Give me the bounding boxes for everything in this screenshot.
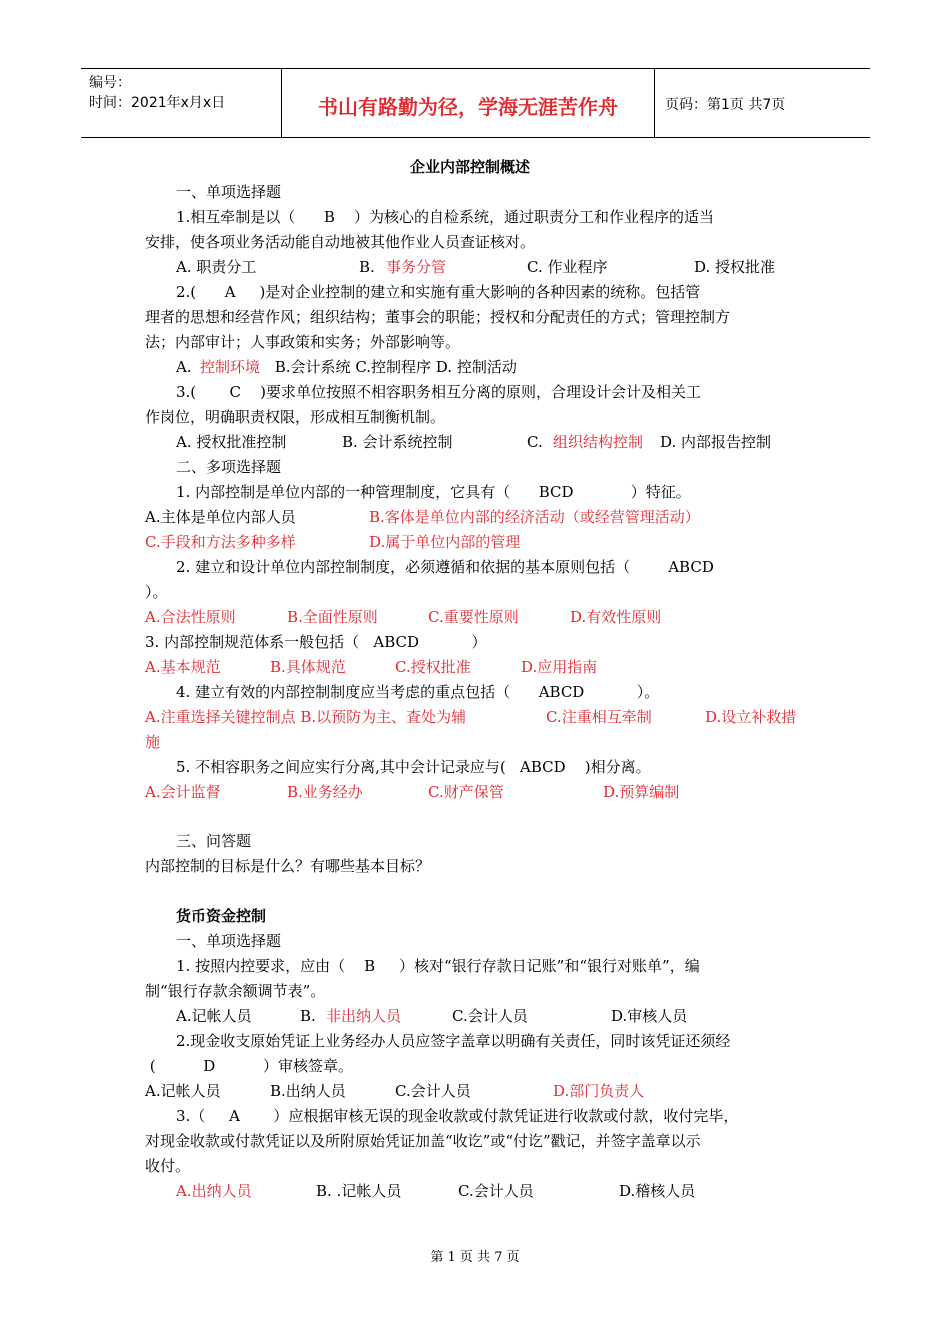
header-page-info: 页码：第1页 共7页	[665, 97, 786, 113]
section-heading: 企业内部控制概述	[410, 158, 531, 176]
text-line: C.	[527, 433, 548, 451]
text-line: B.全面性原则	[287, 608, 378, 626]
text-line: A.出纳人员	[176, 1182, 252, 1200]
text-line: 控制环境	[200, 358, 261, 376]
page-header	[81, 68, 870, 138]
text-line: ）。	[145, 583, 168, 601]
text-line: 2.( A )是对企业控制的建立和实施有重大影响的各种因素的统称。包括管	[176, 283, 701, 301]
text-line: ( D ）审核签章。	[145, 1057, 354, 1075]
text-line: 作岗位，明确职责权限，形成相互制衡机制。	[145, 408, 446, 426]
text-line: D.稽核人员	[619, 1182, 696, 1200]
text-line: C.会计人员	[395, 1082, 471, 1100]
text-line: 组织结构控制	[553, 433, 644, 451]
text-line: 1.相互牵制是以（ B ）为核心的自检系统，通过职责分工和作业程序的适当	[176, 208, 715, 226]
text-line: C.重要性原则	[428, 608, 519, 626]
text-line: D.有效性原则	[570, 608, 662, 626]
text-line: B.	[359, 258, 380, 276]
text-line: 二、多项选择题	[176, 458, 282, 476]
text-line: 施	[145, 733, 161, 751]
text-line: B.	[300, 1007, 321, 1025]
text-line: D.应用指南	[521, 658, 598, 676]
text-line: 安排，使各项业务活动能自动地被其他作业人员查证核对。	[145, 233, 536, 251]
header-page-cell	[655, 69, 870, 137]
text-line: 制“银行存款余额调节表”。	[145, 982, 326, 1000]
header-meta-cell	[81, 69, 282, 137]
text-line: A. 授权批准控制	[176, 433, 287, 451]
text-line: 1. 内部控制是单位内部的一种管理制度，它具有（ BCD ）特征。	[176, 483, 691, 501]
text-line: 5. 不相容职务之间应实行分离,其中会计记录应与( ABCD )相分离。	[176, 758, 651, 776]
text-line: 法；内部审计；人事政策和实务；外部影响等。	[145, 333, 461, 351]
text-line: A.注重选择关键控制点 B.以预防为主、査处为辅	[145, 708, 467, 726]
text-line: 3.( C )要求单位按照不相容职务相互分离的原则，合理设计会计及相关工	[176, 383, 701, 401]
header-motto-cell	[282, 69, 655, 137]
text-line: 三、问答题	[176, 832, 252, 850]
text-line: 非出纳人员	[326, 1007, 402, 1025]
text-line: B. 会计系统控制	[342, 433, 453, 451]
text-line: 一、单项选择题	[176, 932, 282, 950]
document-number-label: 编号：	[89, 75, 131, 91]
text-line: B. .记帐人员	[316, 1182, 402, 1200]
text-line: C.注重相互牵制	[546, 708, 652, 726]
text-line: 理者的思想和经营作风；组织结构；董事会的职能；授权和分配责任的方式；管理控制方	[145, 308, 731, 326]
text-line: A.会计监督	[145, 783, 221, 801]
text-line: B.业务经办	[287, 783, 363, 801]
text-line: 2. 建立和设计单位内部控制制度，必须遵循和依据的基本原则包括（ ABCD	[176, 558, 714, 576]
text-line: B.客体是单位内部的经济活动（或经营管理活动）	[369, 508, 700, 526]
text-line: 3. 内部控制规范体系一般包括（ ABCD ）	[145, 633, 487, 651]
text-line: A.合法性原则	[145, 608, 236, 626]
text-line: B.出纳人员	[270, 1082, 346, 1100]
text-line: D.部门负责人	[553, 1082, 645, 1100]
text-line: C.授权批准	[395, 658, 471, 676]
text-line: C.会计人员	[458, 1182, 534, 1200]
text-line: 1. 按照内控要求，应由（ B ）核对“银行存款日记账”和“银行对账单”，编	[176, 957, 700, 975]
text-line: 内部控制的目标是什么？有哪些基本目标？	[145, 857, 431, 875]
header-motto: 书山有路勤为径，学海无涯苦作舟	[318, 95, 618, 119]
text-line: A.基本规范	[145, 658, 221, 676]
page-footer: 第 1 页 共 7 页	[430, 1250, 520, 1265]
text-line: A. 职责分工	[176, 258, 257, 276]
text-line: C. 作业程序	[527, 258, 608, 276]
text-line: A.记帐人员	[176, 1007, 252, 1025]
text-line: D. 授权批准	[694, 258, 776, 276]
text-line: B.会计系统 C.控制程序 D. 控制活动	[270, 358, 517, 376]
text-line: 4. 建立有效的内部控制制度应当考虑的重点包括（ ABCD ）。	[176, 683, 660, 701]
text-line: D. 内部报告控制	[660, 433, 772, 451]
text-line: A.记帐人员	[145, 1082, 221, 1100]
text-line: C.财产保管	[428, 783, 504, 801]
text-line: D.属于单位内部的管理	[369, 533, 521, 551]
text-line: B.具体规范	[270, 658, 346, 676]
text-line: D.预算编制	[603, 783, 680, 801]
text-line: 收付。	[145, 1157, 191, 1175]
text-line: 2.现金收支原始凭证上业务经办人员应签字盖章以明确有关责任，同时该凭证还须经	[176, 1032, 731, 1050]
text-line: A.主体是单位内部人员	[145, 508, 296, 526]
section-heading: 货币资金控制	[176, 907, 267, 925]
text-line: 事务分管	[386, 258, 447, 276]
text-line: C.会计人员	[452, 1007, 528, 1025]
text-line: 对现金收款或付款凭证以及所附原始凭证加盖“收讫”或“付讫”戳记，并签字盖章以示	[145, 1132, 701, 1150]
text-line: D.审核人员	[611, 1007, 688, 1025]
text-line: 3.（ A ）应根据审核无误的现金收款或付款凭证进行收款或付款，收付完毕，	[176, 1107, 739, 1125]
text-line: D.设立补救措	[705, 708, 797, 726]
text-line: C.手段和方法多种多样	[145, 533, 296, 551]
text-line: A.	[176, 358, 197, 376]
document-date-label: 时间：2021年x月x日	[89, 95, 226, 111]
text-line: 一、单项选择题	[176, 183, 282, 201]
